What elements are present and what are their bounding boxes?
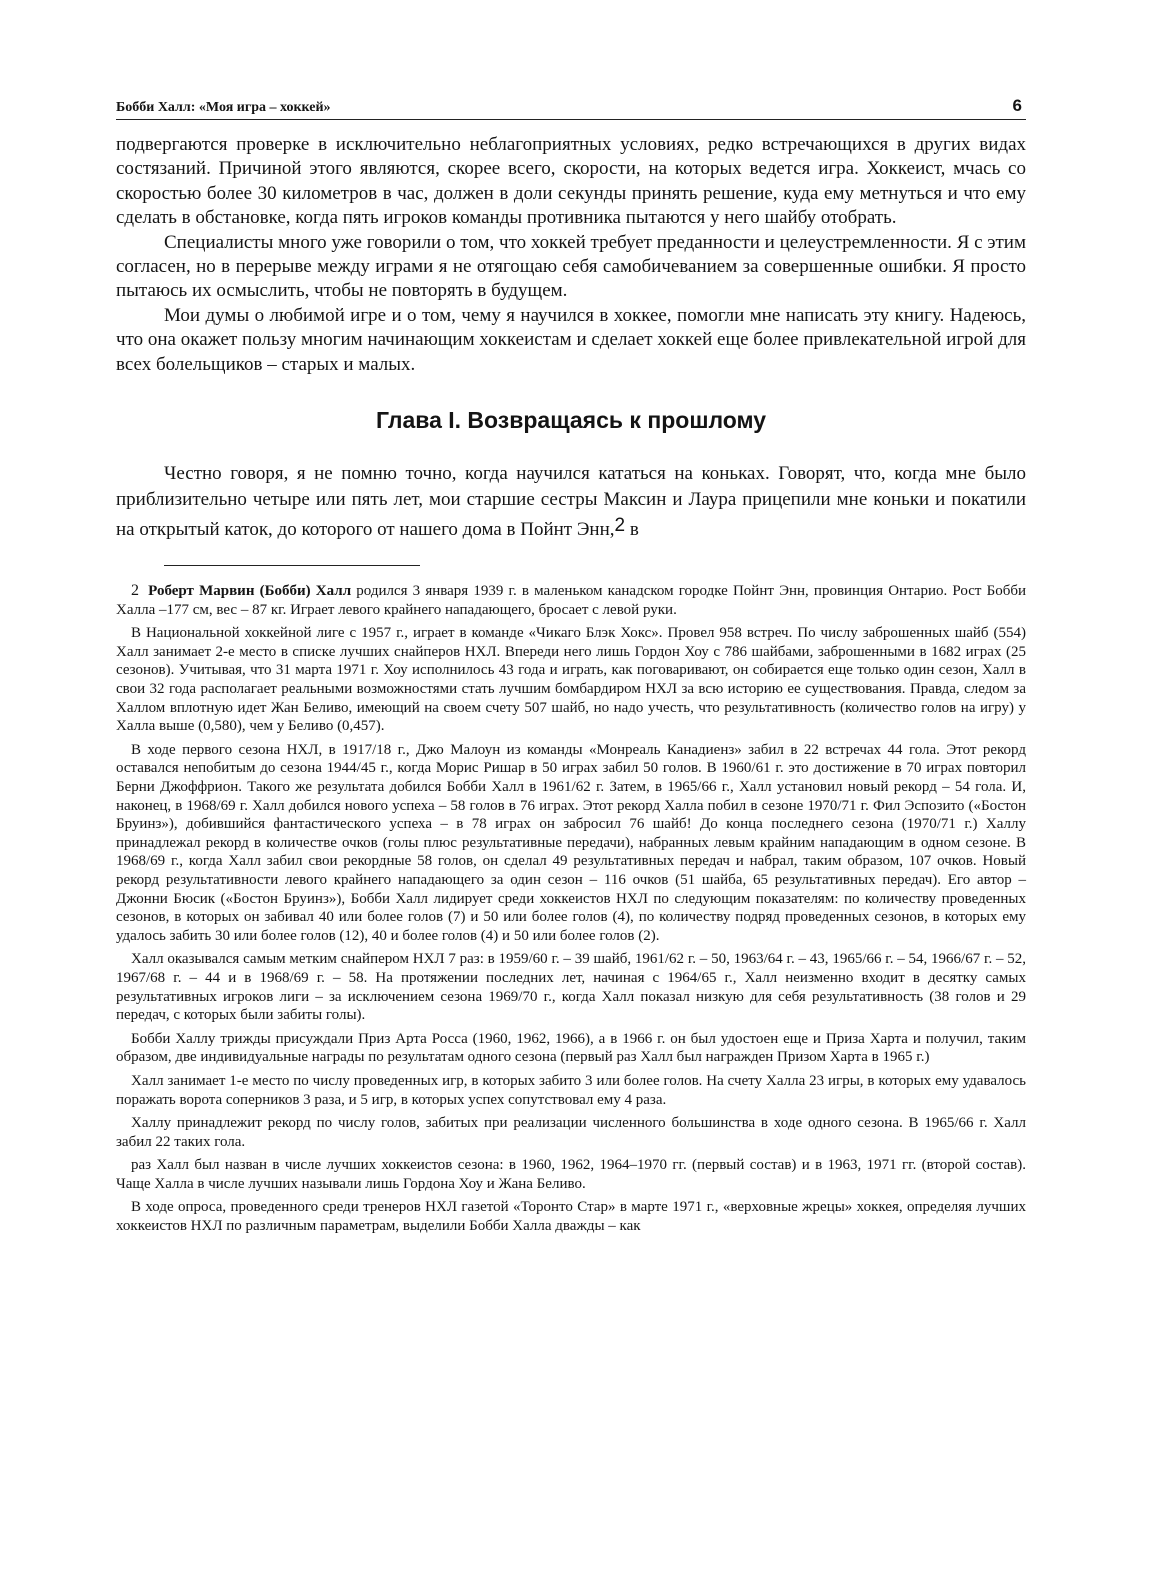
paragraph-text: в (625, 519, 639, 541)
footnote-text: родился 3 января 1939 г. в маленьком канадском городке Пойнт Энн, провинция Онтарио. Рост Бобби Халла –177 см, вес – 87 кг. Играет левого крайнего нападающего, бросает с левой руки. (116, 583, 1026, 618)
footnote-paragraph: Халлу принадлежит рекорд по числу голов, забитых при реализации численного большинства в ходе одного сезона. В 1965/66 г. Халл забил 22 таких гола. (116, 1115, 1026, 1150)
document-page (116, 88, 1026, 1241)
footnote-paragraph: Халл занимает 1-е место по числу проведенных игр, в которых забито 3 или более голов. На счету Халла 23 игры, в которых ему удавалось поражать ворота соперников 3 раза, и 5 игр, в которых успех сопутствовал ему 4 раза. (116, 1072, 1026, 1108)
paragraph: подвергаются проверке в исключительно неблагоприятных условиях, редко встречающихся в других видах состязаний. Причиной этого являются, скорее всего, скорости, на которых ведется игра. Хоккеист, мчась со скоростью более 30 километров в час, должен в доли секунды принять решение, куда ему метнуться и что ему сделать в обстановке, когда пять игроков команды противника пытаются у него шайбу отобрать. (116, 134, 1026, 229)
footnote-paragraph: раз Халл был назван в числе лучших хоккеистов сезона: в 1960, 1962, 1964–1970 гг. (первый состав) и в 1963, 1971 гг. (второй состав). Чаще Халла в числе лучших называли лишь Гордона Хоу и Жана Беливо. (116, 1157, 1026, 1192)
book-title: Бобби Халл: «Моя игра – хоккей» (116, 100, 331, 115)
chapter-text (116, 461, 1026, 543)
footnote-paragraph: Бобби Халлу трижды присуждали Приз Арта Росса (1960, 1962, 1966), а в 1966 г. он был удостоен еще и Приза Харта и получил, таким образом, две индивидуальные награды по результатам одного сезона (первый раз Халл был награжден Призом Харта в 1965 г.) (116, 1030, 1026, 1066)
footnote-paragraph: В ходе опроса, проведенного среди тренеров НХЛ газетой «Торонто Стар» в марте 1971 г., «верховные жрецы» хоккея, определяя лучших хоккеистов НХЛ по различным параметрам, выделили Бобби Халла дважды – как (116, 1199, 1026, 1235)
paragraph-text: Честно говоря, я не помню точно, когда научился кататься на коньках. Говорят, что, когда мне было приблизительно четыре или пять лет, мои старшие сестры Максин и Лаура прицепили мне коньки и покатили на открытый каток, до которого от нашего дома в Пойнт Энн, (116, 463, 1026, 541)
paragraph (116, 461, 1026, 543)
footnote-number: 2 (131, 582, 139, 600)
footnotes (116, 582, 1026, 1236)
footnote-paragraph: В ходе первого сезона НХЛ, в 1917/18 г., Джо Малоун из команды «Монреаль Канадиенз» забил в 22 встречах 44 гола. Этот рекорд оставался непобитым до сезона 1944/45 г., когда Морис Ришар в 50 играх забил 50 голов. В 1960/61 г. это достижение в 70 играх повторил Берни Джоффрион. Такого же результата добился Бобби Халл в 1961/62 г. Затем, в 1965/66 г., Халл установил новый рекорд – 54 гола. И, наконец, в 1968/69 г. Халл добился нового успеха – 58 голов в 76 играх. Этот рекорд Халла побил в сезоне 1970/71 г. Фил Эспозито («Бостон Бруинз»), добившийся фантастического успеха – в 78 играх он забросил 76 шайб! До конца последнего сезона (1970/71 г.) Халлу принадлежал рекорд в количестве очков (голы плюс результативные передачи), набранных левым крайним нападающим в одном сезоне. В 1968/69 г., когда Халл забил свои рекордные 58 голов, он сделал 49 результативных передач и набрал, таким образом, 107 очков. Новый рекорд результативности левого крайнего нападающего за один сезон – 116 очков (51 шайба, 65 результативных передач). Его автор – Джонни Бюсик («Бостон Бруинз»), Бобби Халл лидирует среди хоккеистов НХЛ по следующим показателям: по количеству проведенных сезонов, в которых он забивал 40 или более голов (7) и 50 или более голов (4), по количеству подряд проведенных сезонов, в которых ему удалось забить 30 или более голов (12), 40 и более голов (4) и 50 или более голов (2). (116, 741, 1026, 944)
paragraph: Мои думы о любимой игре и о том, чему я научился в хоккее, помогли мне написать эту книгу. Надеюсь, что она окажет пользу многим начинающим хоккеистам и сделает хоккей еще более привлекательной игрой для всех болельщиков – старых и малых. (116, 304, 1026, 375)
footnote-reference[interactable]: 2 (614, 515, 626, 537)
intro-text (116, 133, 1026, 377)
chapter-title: Глава I. Возвращаясь к прошлому (375, 407, 767, 434)
footnote-paragraph: Халл оказывался самым метким снайпером НХЛ 7 раз: в 1959/60 г. – 39 шайб, 1961/62 г. – 50, 1963/64 г. – 43, 1965/66 г. – 54, 1966/67 г. – 52, 1967/68 г. – 44 и в 1968/69 г. – 58. На протяжении последних лет, начиная с 1964/65 г., Халл неизменно входит в десятку самых результативных игроков лиги – за исключением сезона 1969/70 г., когда Халл показал низкую для себя результативность (38 голов и 29 передач, с которых были забиты голы). (116, 951, 1026, 1024)
footnote-name: Роберт Марвин (Бобби) Халл (148, 583, 352, 600)
page-number: 6 (1012, 96, 1022, 115)
paragraph: Специалисты много уже говорили о том, что хоккей требует преданности и целеустремленности. Я с этим согласен, но в перерыве между играми я не отягощаю себя самобичеванием за совершенные ошибки. Я просто пытаюсь их осмыслить, чтобы не повторять в будущем. (116, 231, 1026, 302)
footnote-paragraph: В Национальной хоккейной лиге с 1957 г., играет в команде «Чикаго Блэк Хокс». Провел 958 встреч. По числу заброшенных шайб (554) Халл занимает 2-е место в списке лучших снайперов НХЛ. Впереди него лишь Гордон Хоу с 786 шайбами, заброшенными в 1682 играх (25 сезонов). Учитывая, что 31 марта 1971 г. Хоу исполнилось 43 года и играть, как поговаривают, он собирается еще только один сезон, Халл в свои 32 года располагает реальными возможностями стать лучшим бомбардиром НХЛ за всю историю ее существования. Правда, следом за Халлом вплотную идет Жан Беливо, имеющий на своем счету 507 шайб, но надо учесть, что результативность (количество голов на игру) у Халла выше (0,580), чем у Беливо (0,457). (116, 625, 1026, 735)
running-header (116, 88, 1026, 120)
footnote-separator (164, 565, 420, 566)
footnote-first-paragraph (116, 582, 1026, 619)
